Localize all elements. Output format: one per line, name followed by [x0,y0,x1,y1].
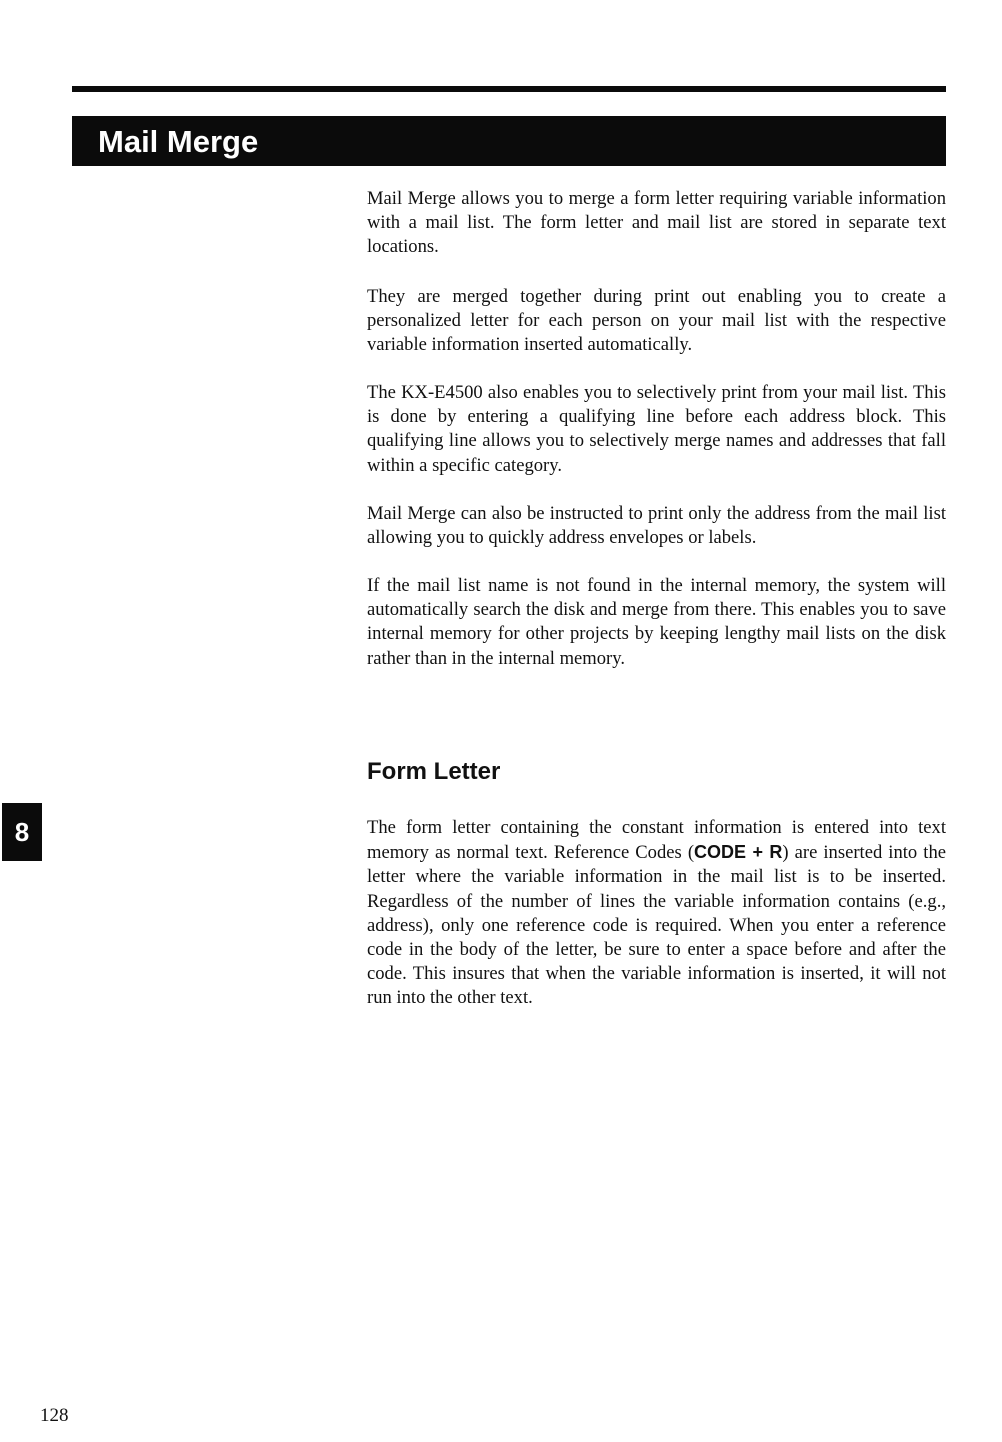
top-rule [72,86,946,92]
page-number: 128 [40,1405,69,1426]
title-bar [72,116,946,166]
paragraph-intro: Mail Merge allows you to merge a form letter requiring variable information with a mail list. The form letter and mail list are stored in separate text locations. [367,188,946,258]
chapter-tab: 8 [2,803,42,861]
paragraph-address-only: Mail Merge can also be instructed to print only the address from the mail list allowing you to quickly address envelopes or labels. [367,503,946,549]
key-code-label: CODE + R [694,842,783,863]
form-letter-text-before: The form letter containing the constant information is entered into text memory as normal text. Reference Codes ( [367,817,946,864]
form-letter-text-after: ) are inserted into the letter where the variable information in the mail list is to be inserted. Regardless of the number of lines the variable information contains (e.g., address), only one reference code is required. When you enter a reference code in the body of the letter, be sure to enter a space before and after the code. This insures that when the variable information is inserted, it will not run into the other text. [367,842,946,1009]
paragraph-form-letter [367,816,946,1011]
page-title: Mail Merge [98,124,259,159]
paragraph-disk-search: If the mail list name is not found in the internal memory, the system will automatically search the disk and merge from there. This enables you to save internal memory for other projects by keeping lengthy mail lists on the disk rather than in the internal memory. [367,575,946,669]
paragraph-merge-printout: They are merged together during print out enabling you to create a personalized letter for each person on your mail list with the respective variable information inserted automatically. [367,286,946,356]
paragraph-selective-print: The KX-E4500 also enables you to selectively print from your mail list. This is done by entering a qualifying line before each address block. This qualifying line allows you to selectively merge names and addresses that fall within a specific category. [367,382,946,476]
section-heading-form-letter: Form Letter [367,758,501,785]
